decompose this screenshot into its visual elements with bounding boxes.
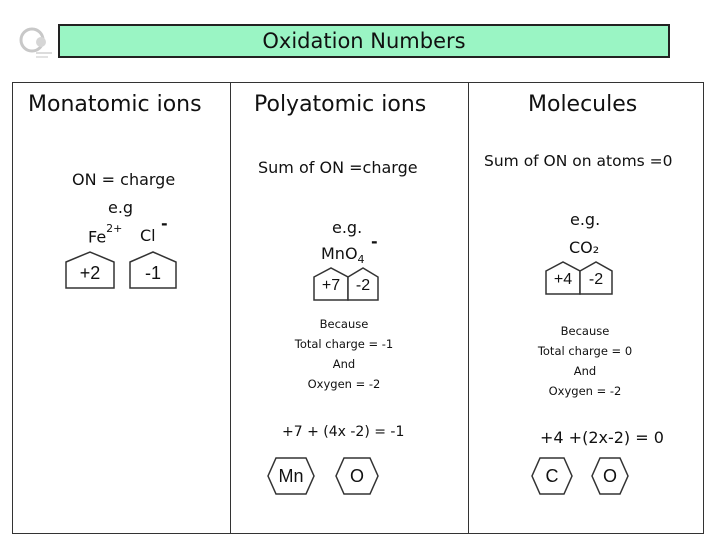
polyatomic-because bbox=[264, 314, 424, 394]
o-mol-element-hexagon bbox=[592, 458, 628, 494]
cl-on-pentagon bbox=[130, 252, 176, 288]
mol-because-line-4: Oxygen = -2 bbox=[548, 384, 622, 398]
monatomic-rule: ON = charge bbox=[72, 170, 176, 189]
molecules-equation: +4 +(2x-2) = 0 bbox=[540, 428, 664, 447]
monatomic-eg: e.g bbox=[108, 198, 134, 217]
fe-on-value: +2 bbox=[79, 263, 101, 283]
fe-charge: 2+ bbox=[106, 222, 123, 235]
table-bottom-border bbox=[12, 533, 704, 534]
o2-on-value: -2 bbox=[588, 271, 604, 288]
mn-element-hexagon bbox=[268, 458, 314, 494]
column-divider-1 bbox=[230, 82, 231, 534]
mn-element-label: Mn bbox=[278, 466, 304, 486]
mno4-charge: - bbox=[371, 232, 378, 251]
mno4-formula bbox=[321, 244, 365, 266]
column-divider-2 bbox=[468, 82, 469, 534]
o-on-pentagon bbox=[348, 268, 378, 300]
polyatomic-heading: Polyatomic ions bbox=[254, 92, 427, 117]
molecules-heading: Molecules bbox=[528, 92, 638, 117]
cl-ion bbox=[140, 226, 156, 245]
cl-symbol: Cl bbox=[140, 226, 156, 245]
cl-charge: - bbox=[161, 214, 168, 233]
mno4-subscript: 4 bbox=[357, 253, 365, 267]
mn-on-value: +7 bbox=[321, 277, 341, 294]
fe-symbol: Fe bbox=[88, 227, 107, 247]
mol-because-line-2: Total charge = 0 bbox=[537, 344, 633, 358]
because-line-1: Because bbox=[319, 317, 369, 331]
molecules-rule: Sum of ON on atoms =0 bbox=[484, 152, 673, 170]
o-on-value: -2 bbox=[355, 277, 371, 294]
o-element-label: O bbox=[349, 466, 364, 486]
monatomic-heading: Monatomic ions bbox=[28, 92, 202, 117]
polyatomic-equation: +7 + (4x -2) = -1 bbox=[282, 424, 405, 440]
because-line-4: Oxygen = -2 bbox=[307, 377, 381, 391]
logo-icon bbox=[16, 22, 56, 62]
c-on-value: +4 bbox=[553, 271, 573, 288]
polyatomic-rule: Sum of ON =charge bbox=[258, 158, 418, 177]
o-element-hexagon bbox=[336, 458, 378, 494]
fe-on-pentagon bbox=[66, 252, 114, 288]
co2-formula: CO₂ bbox=[569, 238, 600, 257]
o-mol-element-label: O bbox=[602, 466, 617, 486]
o2-on-pentagon bbox=[580, 262, 612, 294]
molecules-eg: e.g. bbox=[570, 210, 601, 229]
mol-because-line-3: And bbox=[573, 364, 597, 378]
because-line-3: And bbox=[332, 357, 356, 371]
title-text: Oxidation Numbers bbox=[262, 29, 466, 53]
table-left-border bbox=[12, 82, 13, 534]
molecules-because bbox=[505, 321, 665, 401]
mno4-mn: Mn bbox=[321, 244, 345, 263]
mn-on-pentagon bbox=[314, 268, 348, 300]
table-top-border bbox=[12, 82, 704, 83]
c-on-pentagon bbox=[546, 262, 580, 294]
mno4-o: O bbox=[344, 244, 358, 263]
page-title bbox=[58, 24, 670, 58]
polyatomic-eg: e.g. bbox=[332, 218, 363, 237]
fe-ion bbox=[88, 222, 123, 247]
cl-on-value: -1 bbox=[144, 263, 161, 283]
c-element-hexagon bbox=[532, 458, 572, 494]
table-right-border bbox=[703, 82, 704, 534]
c-element-label: C bbox=[545, 466, 559, 486]
because-line-2: Total charge = -1 bbox=[294, 337, 394, 351]
mol-because-line-1: Because bbox=[560, 324, 610, 338]
